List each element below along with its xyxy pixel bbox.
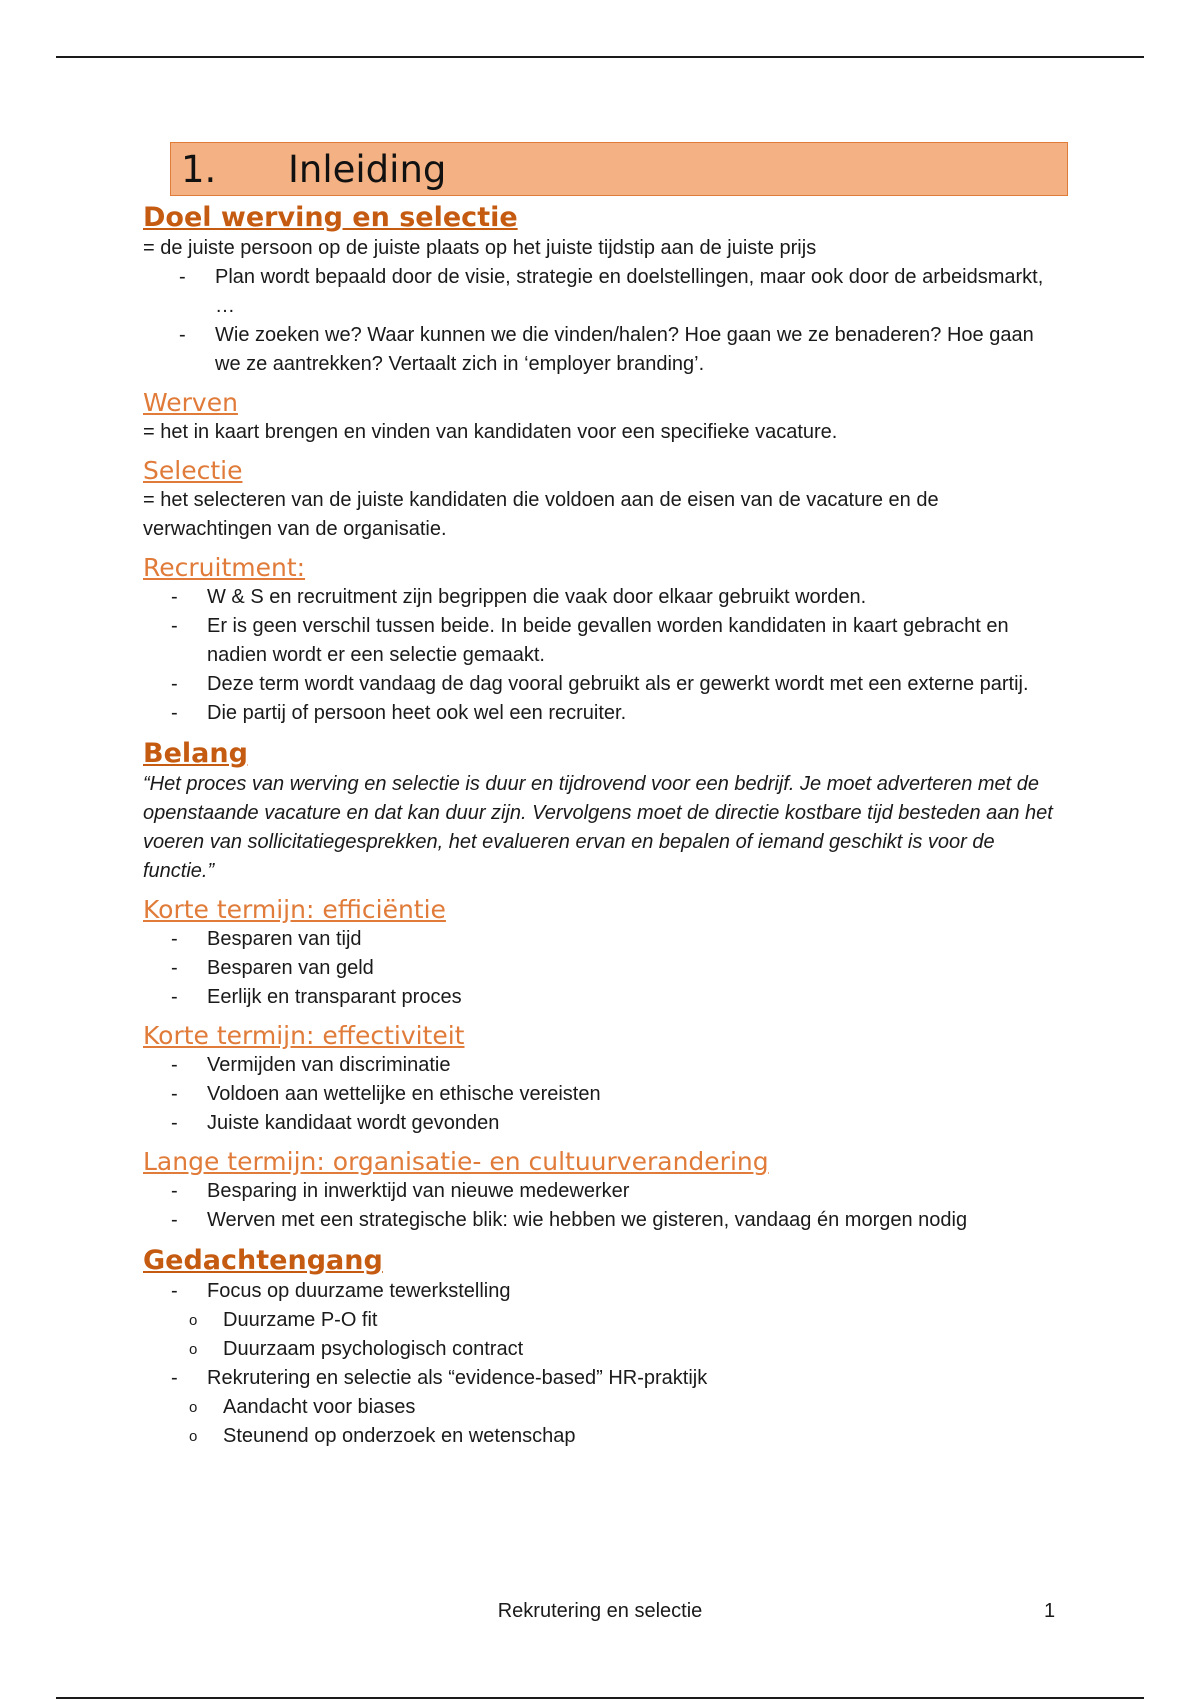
heading-effectiviteit: Korte termijn: effectiviteit (143, 1021, 465, 1050)
page-number: 1 (1044, 1600, 1056, 1622)
recruitment-list (143, 583, 1063, 728)
gedachtengang-list (143, 1364, 1063, 1393)
list-item: o Aandacht voor biases (223, 1393, 1063, 1422)
werven-definition: = het in kaart brengen en vinden van kandidaten voor een specifieke vacature. (143, 421, 838, 443)
heading-lange-termijn: Lange termijn: organisatie- en cultuurverandering (143, 1147, 769, 1176)
heading-werven: Werven (143, 388, 238, 417)
gedachtengang-sublist (143, 1306, 1063, 1364)
footer-rule (56, 1697, 1144, 1699)
selectie-definition: = het selecteren van de juiste kandidaten die voldoen aan de eisen van de vacature en de verwachtingen van de organisatie. (143, 489, 939, 540)
heading-efficientie: Korte termijn: efficiëntie (143, 895, 446, 924)
page-body (143, 142, 1063, 1451)
chapter-number: 1. (181, 147, 217, 191)
list-item: - Wie zoeken we? Waar kunnen we die vinden/halen? Hoe gaan we ze benaderen? Hoe gaan we ze aantrekken? Vertaalt zich in ‘employer branding’. (215, 321, 1063, 379)
list-item: - Besparen van tijd (207, 925, 1063, 954)
chapter-heading (170, 142, 1068, 196)
list-item: o Steunend op onderzoek en wetenschap (223, 1422, 1063, 1451)
lange-termijn-list (143, 1177, 1063, 1235)
header-rule (56, 56, 1144, 58)
list-item: - Deze term wordt vandaag de dag vooral gebruikt als er gewerkt wordt met een externe partij. (207, 670, 1063, 699)
list-item: - Rekrutering en selectie als “evidence-based” HR-praktijk (207, 1364, 1063, 1393)
list-item: - Besparing in inwerktijd van nieuwe medewerker (207, 1177, 1063, 1206)
heading-gedachtengang: Gedachtengang (143, 1245, 383, 1276)
efficientie-list (143, 925, 1063, 1012)
list-item: - Voldoen aan wettelijke en ethische vereisten (207, 1080, 1063, 1109)
list-item: - Besparen van geld (207, 954, 1063, 983)
list-item: o Duurzame P-O fit (223, 1306, 1063, 1335)
effectiviteit-list (143, 1051, 1063, 1138)
belang-quote: “Het proces van werving en selectie is duur en tijdrovend voor een bedrijf. Je moet adverteren met de openstaande vacature en dat kan duur zijn. Vervolgens moet de directie kostbare tijd besteden aan het voeren van sollicitatiegesprekken, het evalueren ervan en bepalen of iemand geschikt is voor de functie.” (143, 773, 1053, 882)
heading-belang: Belang (143, 738, 248, 769)
doel-definition: = de juiste persoon op de juiste plaats op het juiste tijdstip aan de juiste prijs (143, 237, 817, 259)
list-item: - Eerlijk en transparant proces (207, 983, 1063, 1012)
list-item: - Er is geen verschil tussen beide. In beide gevallen worden kandidaten in kaart gebracht en nadien wordt er een selectie gemaakt. (207, 612, 1063, 670)
list-item: - Die partij of persoon heet ook wel een recruiter. (207, 699, 1063, 728)
list-item: - Juiste kandidaat wordt gevonden (207, 1109, 1063, 1138)
list-item: - Werven met een strategische blik: wie hebben we gisteren, vandaag én morgen nodig (207, 1206, 1063, 1235)
footer-title: Rekrutering en selectie (497, 1600, 703, 1622)
list-item: - Focus op duurzame tewerkstelling (207, 1277, 1063, 1306)
list-item: - W & S en recruitment zijn begrippen die vaak door elkaar gebruikt worden. (207, 583, 1063, 612)
heading-recruitment: Recruitment: (143, 553, 306, 582)
chapter-title: Inleiding (288, 147, 447, 191)
list-item: - Plan wordt bepaald door de visie, strategie en doelstellingen, maar ook door de arbeidsmarkt, … (215, 263, 1063, 321)
gedachtengang-list (143, 1277, 1063, 1306)
gedachtengang-sublist (143, 1393, 1063, 1451)
doel-list (143, 263, 1063, 379)
list-item: o Duurzaam psychologisch contract (223, 1335, 1063, 1364)
heading-doel: Doel werving en selectie (143, 202, 518, 233)
list-item: - Vermijden van discriminatie (207, 1051, 1063, 1080)
heading-selectie: Selectie (143, 456, 243, 485)
